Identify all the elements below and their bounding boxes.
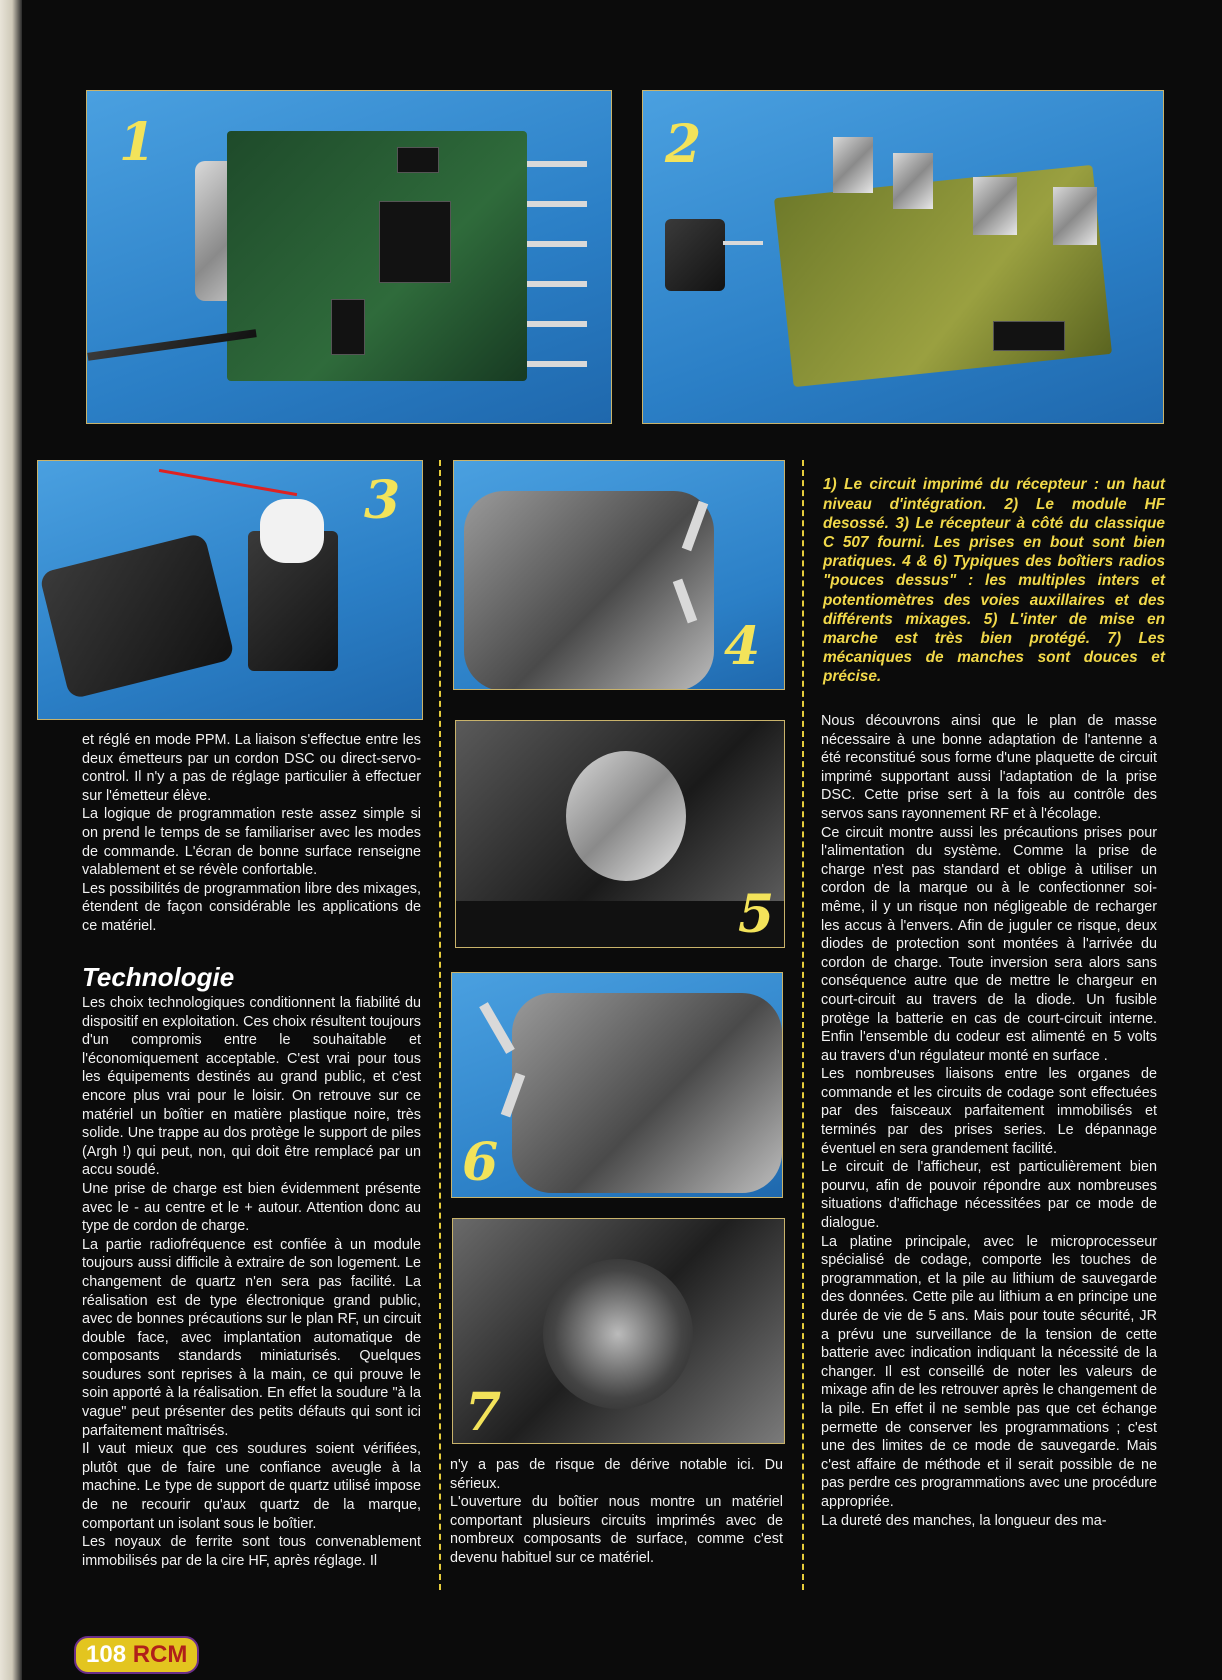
photo-1-receiver-pcb xyxy=(86,90,612,424)
paragraph: L'ouverture du boîtier nous montre un matériel comportant plusieurs circuits imprimés avec de nombreux composants de surface, comme c'est devenu habituel sur ce matériel. xyxy=(450,1494,783,1566)
photo-number: 5 xyxy=(738,884,775,945)
paragraph: La platine principale, avec le microprocesseur spécialisé de codage, comporte les touches de programmation, et la pile au lithium de sauvegarde des données. Cette pile au lithium a en principe une durée de vie de 5 ans. Mais pour toute sécurité, JR a prévu une surveillance de la tension de cette batterie avec indication indiquant la nécessité de la changer. Il est conseillé de noter les valeurs de mixage afin de les retrouver après le changement de la pile. En effet il ne semble pas que cet échange permette de conserver les programmations ; c'est une des limites de ce mode de sauvegarde. Mais c'est affaire de méthode et il serait possible de ne pas perdre ces programmations avec une procédure appropriée. xyxy=(821,1233,1157,1510)
output-pins xyxy=(527,161,587,167)
lcd-screen-bezel xyxy=(456,901,784,947)
photo-number: 7 xyxy=(465,1382,502,1443)
servo-horn xyxy=(260,499,324,563)
page-binding-edge xyxy=(0,0,22,1680)
photo-3-receiver-and-servo xyxy=(37,460,423,720)
page-number: 108 xyxy=(86,1641,127,1668)
section-heading: Technologie xyxy=(82,962,235,992)
paragraph: Les choix technologiques conditionnent la fiabilité du dispositif en exploitation. Ces choix résultent toujours d'un compromis entre le souhaitable et l'économiquement acceptable. C'est vrai pour tous les équipements destinés au grand public, et c'est encore plus vrai pour le loisir. On retrouve sur ce matériel un boîtier en matière plastique noire, très solide. Une trappe au dos protège le support de piles (Argh !) qui peut, non, qui doit être remplacé par un accu soudé. xyxy=(82,995,421,1179)
article-column-1-continued xyxy=(82,994,421,1570)
paragraph: Le circuit de l'afficheur, est particulièrement bien pourvu, afin de pouvoir répondre aux nombreuses situations d'affichage nécessitées par ce mode de dialogue. xyxy=(821,1159,1157,1232)
crystal-pins xyxy=(723,241,763,245)
column-divider xyxy=(802,460,804,1590)
paragraph: n'y a pas de risque de dérive notable ici. Du sérieux. xyxy=(450,1457,783,1492)
transmitter-case xyxy=(512,993,782,1193)
paragraph: Les noyaux de ferrite sont tous convenablement immobilisés par de la cire HF, après réglage. Il xyxy=(82,1534,421,1569)
output-pins xyxy=(527,241,587,247)
ferrite-coil xyxy=(893,153,933,209)
photo-number: 1 xyxy=(119,112,156,173)
photo-6-transmitter-switches xyxy=(451,972,783,1198)
receiver-circuit-board xyxy=(227,131,527,381)
paragraph: La dureté des manches, la longueur des ma- xyxy=(821,1512,1107,1529)
paragraph: La logique de programmation reste assez simple si on prend le temps de se familiariser avec les modes de commande. L'écran de bonne surface renseigne valablement et se révèle confortable. xyxy=(82,806,421,879)
quartz-crystal xyxy=(665,219,725,291)
ferrite-coil xyxy=(833,137,873,193)
chip xyxy=(397,147,439,173)
photo-2-hf-module xyxy=(642,90,1164,424)
output-pins xyxy=(527,361,587,367)
paragraph: Une prise de charge est bien évidemment présente avec le - au centre et le + autour. Attention donc au type de cordon de charge. xyxy=(82,1180,421,1235)
paragraph: Les nombreuses liaisons entre les organes de commande et les circuits de codage sont effectuées par des faisceaux parfaitement immobilisés et terminés par des prises series. Le dépannage éventuel en sera grandement facilité. xyxy=(821,1066,1157,1157)
article-column-1 xyxy=(82,731,421,936)
stick-gimbal xyxy=(566,751,686,881)
paragraph: et réglé en mode PPM. La liaison s'effectue entre les deux émetteurs par un cordon DSC ou direct-servo-control. Il n'y a pas de réglage particulier à effectuer sur l'émetteur élève. xyxy=(82,732,421,804)
paragraph: Nous découvrons ainsi que le plan de masse nécessaire à une bonne adaptation de l'antenne a été reconstitué sous forme d'une plaquette de circuit imprimé supportant aussi l'adaptation de la prise DSC. Cette prise sert à la fois au contrôle des servos sans rayonnement RF et à l'écolage. xyxy=(821,713,1157,822)
chip xyxy=(993,321,1065,351)
photo-caption: 1) Le circuit imprimé du récepteur : un haut niveau d'intégration. 2) Le module HF desossé. 3) Le récepteur à côté du classique C 507 fourni. Les prises en bout sont bien pratiques. 4 & 6) Typiques des boîtiers radios "pouces dessus" : les multiples inters et potentiomètres des voies auxillaires et des différents mixages. 5) L'inter de mise en marche est très bien protégé. 7) Les mécaniques de manches sont douces et précise. xyxy=(823,476,1165,686)
photo-4-transmitter-switches xyxy=(453,460,785,690)
paragraph: Il vaut mieux que ces soudures soient vérifiées, plutôt que de faire une confiance aveugle à la machine. Le type de support de quartz utilisé impose de ne recourir qu'aux quartz de la marque, comportant un isolant sous le boîtier. xyxy=(82,1441,421,1532)
photo-number: 4 xyxy=(724,616,761,677)
photo-number: 3 xyxy=(364,470,401,531)
output-pins xyxy=(527,321,587,327)
paragraph: La partie radiofréquence est confiée à un module toujours aussi difficile à extraire de son logement. Le changement de quartz n'en sera pas facilité. La réalisation est de type électronique grand public, avec de bonnes précautions sur le plan RF, un circuit double face, avec implantation automatique de composants standards miniaturisés. Quelques soudures sont reprises à la main, ce qui prouve le soin apporté à la réalisation. En effet la soudure "à la vague" peut présenter des petits défauts qui sont ici parfaitement maîtrisés. xyxy=(82,1236,421,1439)
chip xyxy=(379,201,451,283)
photo-number: 2 xyxy=(665,114,702,175)
output-pins xyxy=(527,201,587,207)
paragraph: Ce circuit montre aussi les précautions prises pour l'alimentation du système. Comme la prise de charge n'est pas standard et oblige à utiliser un cordon de la marque ou à le confectionner soi-même, il y un risque non négligeable de recharger les accus à l'envers. Afin de juguler ce risque, deux diodes de protection sont montées à l'arrivée du cordon de charge. Toute inversion sera alors sans conséquence autre que de mettre le chargeur en court-circuit au travers de la diode. Un fusible protège la batterie en cas de court-circuit interne. Enfin l'ensemble du codeur est alimenté en 5 volts au travers d'un régulateur monté en surface . xyxy=(821,824,1157,1064)
article-column-3 xyxy=(821,712,1157,1530)
photo-7-stick-mechanics xyxy=(452,1218,785,1444)
page-folio xyxy=(74,1636,199,1674)
photo-number: 6 xyxy=(462,1132,499,1193)
chip xyxy=(331,299,365,355)
magazine-name: RCM xyxy=(132,1641,188,1668)
photo-5-power-switch xyxy=(455,720,785,948)
ferrite-coil xyxy=(1053,187,1097,245)
column-divider xyxy=(439,460,441,1590)
receiver-box xyxy=(39,532,235,699)
paragraph: Les possibilités de programmation libre des mixages, étendent de façon considérable les applications de ce matériel. xyxy=(82,880,421,934)
stick-gimbal xyxy=(543,1259,693,1409)
ferrite-coil xyxy=(973,177,1017,235)
servo-cable xyxy=(159,469,297,496)
toggle-switch xyxy=(479,1002,515,1054)
output-pins xyxy=(527,281,587,287)
article-column-2 xyxy=(450,1456,783,1568)
